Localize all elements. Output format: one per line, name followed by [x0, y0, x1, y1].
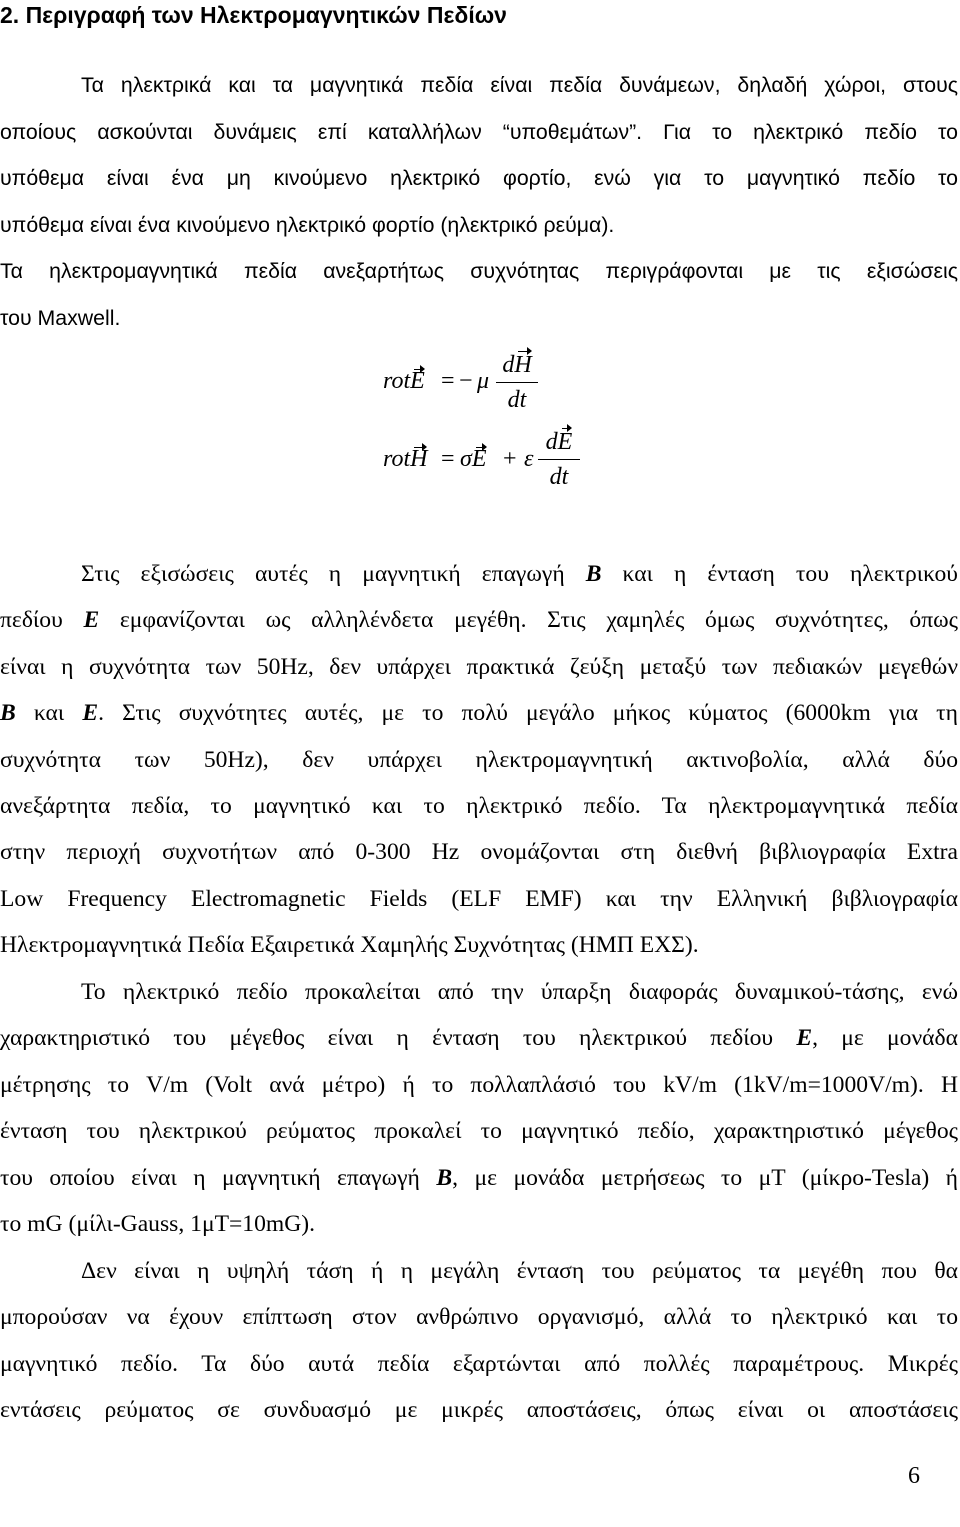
- text-line: οποίους ασκούνται δυνάμεις επί καταλλήλων “υποθεμάτων”. Για το ηλεκτρικό πεδίο το: [0, 120, 958, 144]
- text-line: πεδίου E εμφανίζονται ως αλληλένδετα μεγέθη. Στις χαμηλές όμως συχνότητες, όπως: [0, 607, 958, 633]
- text-line: χαρακτηριστικό του μέγεθος είναι η ένταση του ηλεκτρικού πεδίου E, με μονάδα: [0, 1025, 958, 1051]
- text-line: του οποίου είναι η μαγνητική επαγωγή B, με μονάδα μετρήσεως το μT (μίκρο-Tesla) ή: [0, 1165, 958, 1191]
- equals-sign: =: [441, 446, 455, 472]
- text-line: εντάσεις ρεύματος σε συνδυασμό με μικρές αποστάσεις, όπως είναι οι αποστάσεις: [0, 1397, 958, 1423]
- text-line: ανεξάρτητα πεδία, το μαγνητικό και το ηλεκτρικό πεδίο. Τα ηλεκτρομαγνητικά πεδία: [0, 793, 958, 819]
- text-line: Low Frequency Electromagnetic Fields (ELF EMF) και την Ελληνική βιβλιογραφία: [0, 886, 958, 912]
- text-line: Το ηλεκτρικό πεδίο προκαλείται από την ύπαρξη διαφοράς δυναμικού-τάσης, ενώ: [81, 979, 958, 1005]
- text-line: του Maxwell.: [0, 306, 121, 330]
- text-line: μαγνητικό πεδίο. Τα δύο αυτά πεδία εξαρτώνται από πολλές παραμέτρους. Μικρές: [0, 1351, 958, 1377]
- text-line: Τα ηλεκτρομαγνητικά πεδία ανεξαρτήτως συχνότητας περιγράφονται με τις εξισώσεις: [0, 259, 958, 283]
- text-line: μπορούσαν να έχουν επίπτωση στον ανθρώπινο οργανισμό, αλλά το ηλεκτρικό και το: [0, 1304, 958, 1330]
- fraction-dE-dt: dE dt: [538, 427, 580, 492]
- minus-sign: −: [459, 368, 473, 394]
- equation-lhs: rotE: [383, 368, 425, 394]
- text-line: συχνότητα των 50Hz), δεν υπάρχει ηλεκτρομαγνητική ακτινοβολία, αλλά δύο: [0, 747, 958, 773]
- sigma-term: σE: [460, 446, 487, 472]
- fraction-dH-dt: dH dt: [496, 350, 538, 415]
- equation-lhs: rotH: [383, 446, 428, 472]
- page-number: 6: [908, 1463, 920, 1489]
- mu-symbol: μ: [477, 368, 490, 394]
- text-line: υπόθεμα είναι ένα μη κινούμενο ηλεκτρικό φορτίο, ενώ για το μαγνητικό πεδίο το: [0, 166, 958, 190]
- text-line: Δεν είναι η υψηλή τάση ή η μεγάλη ένταση του ρεύματος τα μεγέθη που θα: [81, 1258, 958, 1284]
- text-line: Στις εξισώσεις αυτές η μαγνητική επαγωγή B και η ένταση του ηλεκτρικού: [81, 561, 958, 587]
- section-heading: 2. Περιγραφή των Ηλεκτρομαγνητικών Πεδίων: [0, 2, 507, 28]
- text-line: είναι η συχνότητα των 50Hz, δεν υπάρχει πρακτικά ζεύξη μεταξύ των πεδιακών μεγεθών: [0, 654, 958, 680]
- text-line: B και E. Στις συχνότητες αυτές, με το πολύ μεγάλο μήκος κύματος (6000km για τη: [0, 700, 958, 726]
- text-line: Ηλεκτρομαγνητικά Πεδία Εξαιρετικά Χαμηλής Συχνότητας (ΗΜΠ ΕΧΣ).: [0, 932, 699, 958]
- text-line: το mG (μίλι-Gauss, 1μT=10mG).: [0, 1211, 316, 1237]
- epsilon-symbol: ε: [524, 446, 534, 472]
- plus-sign: +: [503, 446, 517, 472]
- text-line: ένταση του ηλεκτρικού ρεύματος προκαλεί το μαγνητικό πεδίο, χαρακτηριστικό μέγεθος: [0, 1118, 958, 1144]
- text-line: στην περιοχή συχνοτήτων από 0-300 Hz ονομάζονται στη διεθνή βιβλιογραφία Extra: [0, 839, 958, 865]
- text-line: Τα ηλεκτρικά και τα μαγνητικά πεδία είναι πεδία δυνάμεων, δηλαδή χώροι, στους: [81, 73, 958, 97]
- equals-sign: =: [441, 368, 455, 394]
- text-line: μέτρησης το V/m (Volt ανά μέτρο) ή το πολλαπλάσιό του kV/m (1kV/m=1000V/m). Η: [0, 1072, 958, 1098]
- text-line: υπόθεμα είναι ένα κινούμενο ηλεκτρικό φορτίο (ηλεκτρικό ρεύμα).: [0, 213, 615, 237]
